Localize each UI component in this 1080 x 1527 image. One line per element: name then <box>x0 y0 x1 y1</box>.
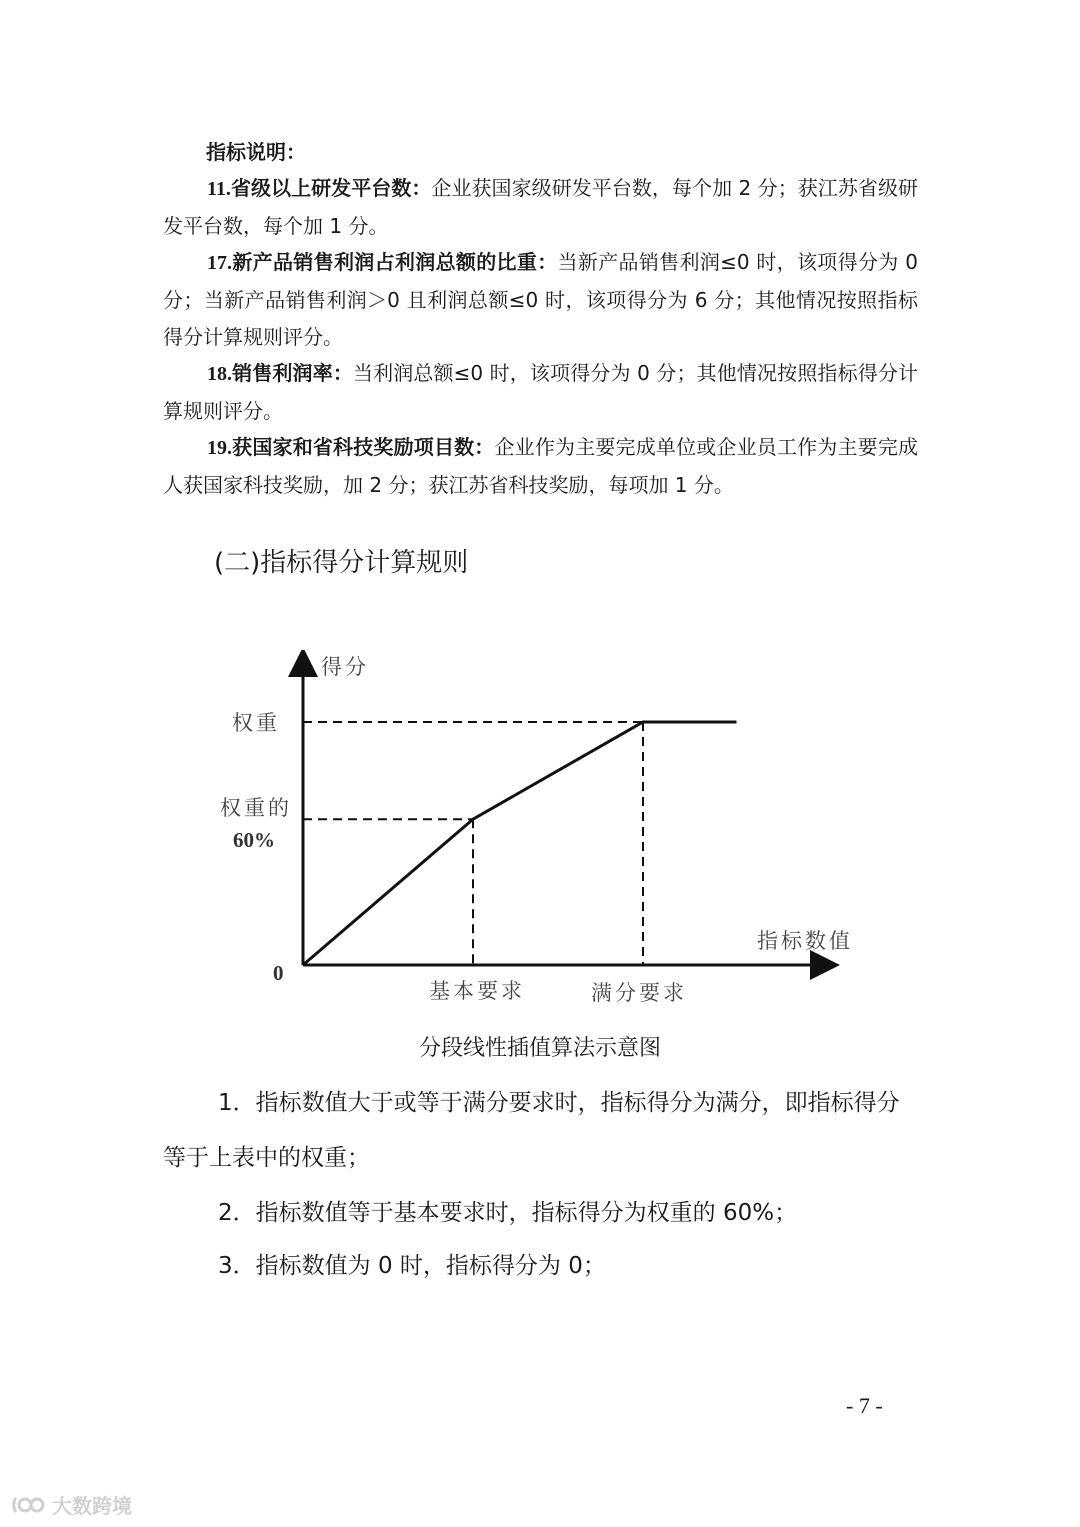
chart-svg <box>215 650 875 1020</box>
x-tick-basic-requirement: 基本要求 <box>429 979 525 1003</box>
indicator-17: 17.新产品销售利润占利润总额的比重：当新产品销售利润≤0 时，该项得分为 0 分；当新产品销售利润＞0 且利润总额≤0 时，该项得分为 6 分；其他情况按照指标得分计算规则评分。 <box>163 250 919 349</box>
rule-2: 2．指标数值等于基本要求时，指标得分为权重的 60%； <box>218 1200 798 1226</box>
score-series-line <box>303 722 737 965</box>
figure-caption: 分段线性插值算法示意图 <box>418 1036 661 1061</box>
rule-3: 3．指标数值为 0 时，指标得分为 0； <box>218 1253 606 1279</box>
indicator-18-body: 当利润总额≤0 时，该项得分为 0 分；其他情况按照指标得分计算规则评分。 <box>163 361 919 423</box>
indicator-19: 19.获国家和省科技奖励项目数：企业作为主要完成单位或企业员工作为主要完成人获国家科技奖励，加 2 分；获江苏省科技奖励，每项加 1 分。 <box>163 435 919 497</box>
y-axis-label: 得分 <box>321 655 369 679</box>
y-tick-60-percent: 60% <box>233 828 275 853</box>
watermark-text: 大数跨境 <box>52 1494 132 1518</box>
indicator-17-body: 当新产品销售利润≤0 时，该项得分为 0 分；当新产品销售利润＞0 且利润总额≤0 时，该项得分为 6 分；其他情况按照指标得分计算规则评分。 <box>163 250 919 349</box>
watermark <box>12 1490 132 1519</box>
rule-1: 1．指标数值大于或等于满分要求时，指标得分为满分，即指标得分等于上表中的权重； <box>163 1090 900 1171</box>
indicator-11: 11.省级以上研发平台数：企业获国家级研发平台数，每个加 2 分；获江苏省级研发平台数，每个加 1 分。 <box>163 176 918 238</box>
x-tick-full-requirement: 满分要求 <box>591 981 687 1005</box>
indicator-heading: 指标说明： <box>206 140 306 164</box>
y-tick-weight-of: 权重的 <box>220 796 292 821</box>
page-number: - 7 - <box>846 1393 883 1418</box>
x-axis-label: 指标数值 <box>757 929 853 953</box>
indicator-11-body: 企业获国家级研发平台数，每个加 2 分；获江苏省级研发平台数，每个加 1 分。 <box>163 176 918 238</box>
origin-tick-label: 0 <box>273 961 284 985</box>
y-tick-weight: 权重 <box>232 711 280 735</box>
piecewise-chart <box>215 650 875 1020</box>
watermark-logo-icon <box>12 1494 46 1516</box>
indicator-19-body: 企业作为主要完成单位或企业员工作为主要完成人获国家科技奖励，加 2 分；获江苏省科技奖励，每项加 1 分。 <box>163 435 919 497</box>
section-title: (二)指标得分计算规则 <box>214 548 469 578</box>
indicator-18: 18.销售利润率：当利润总额≤0 时，该项得分为 0 分；其他情况按照指标得分计算规则评分。 <box>163 361 919 423</box>
